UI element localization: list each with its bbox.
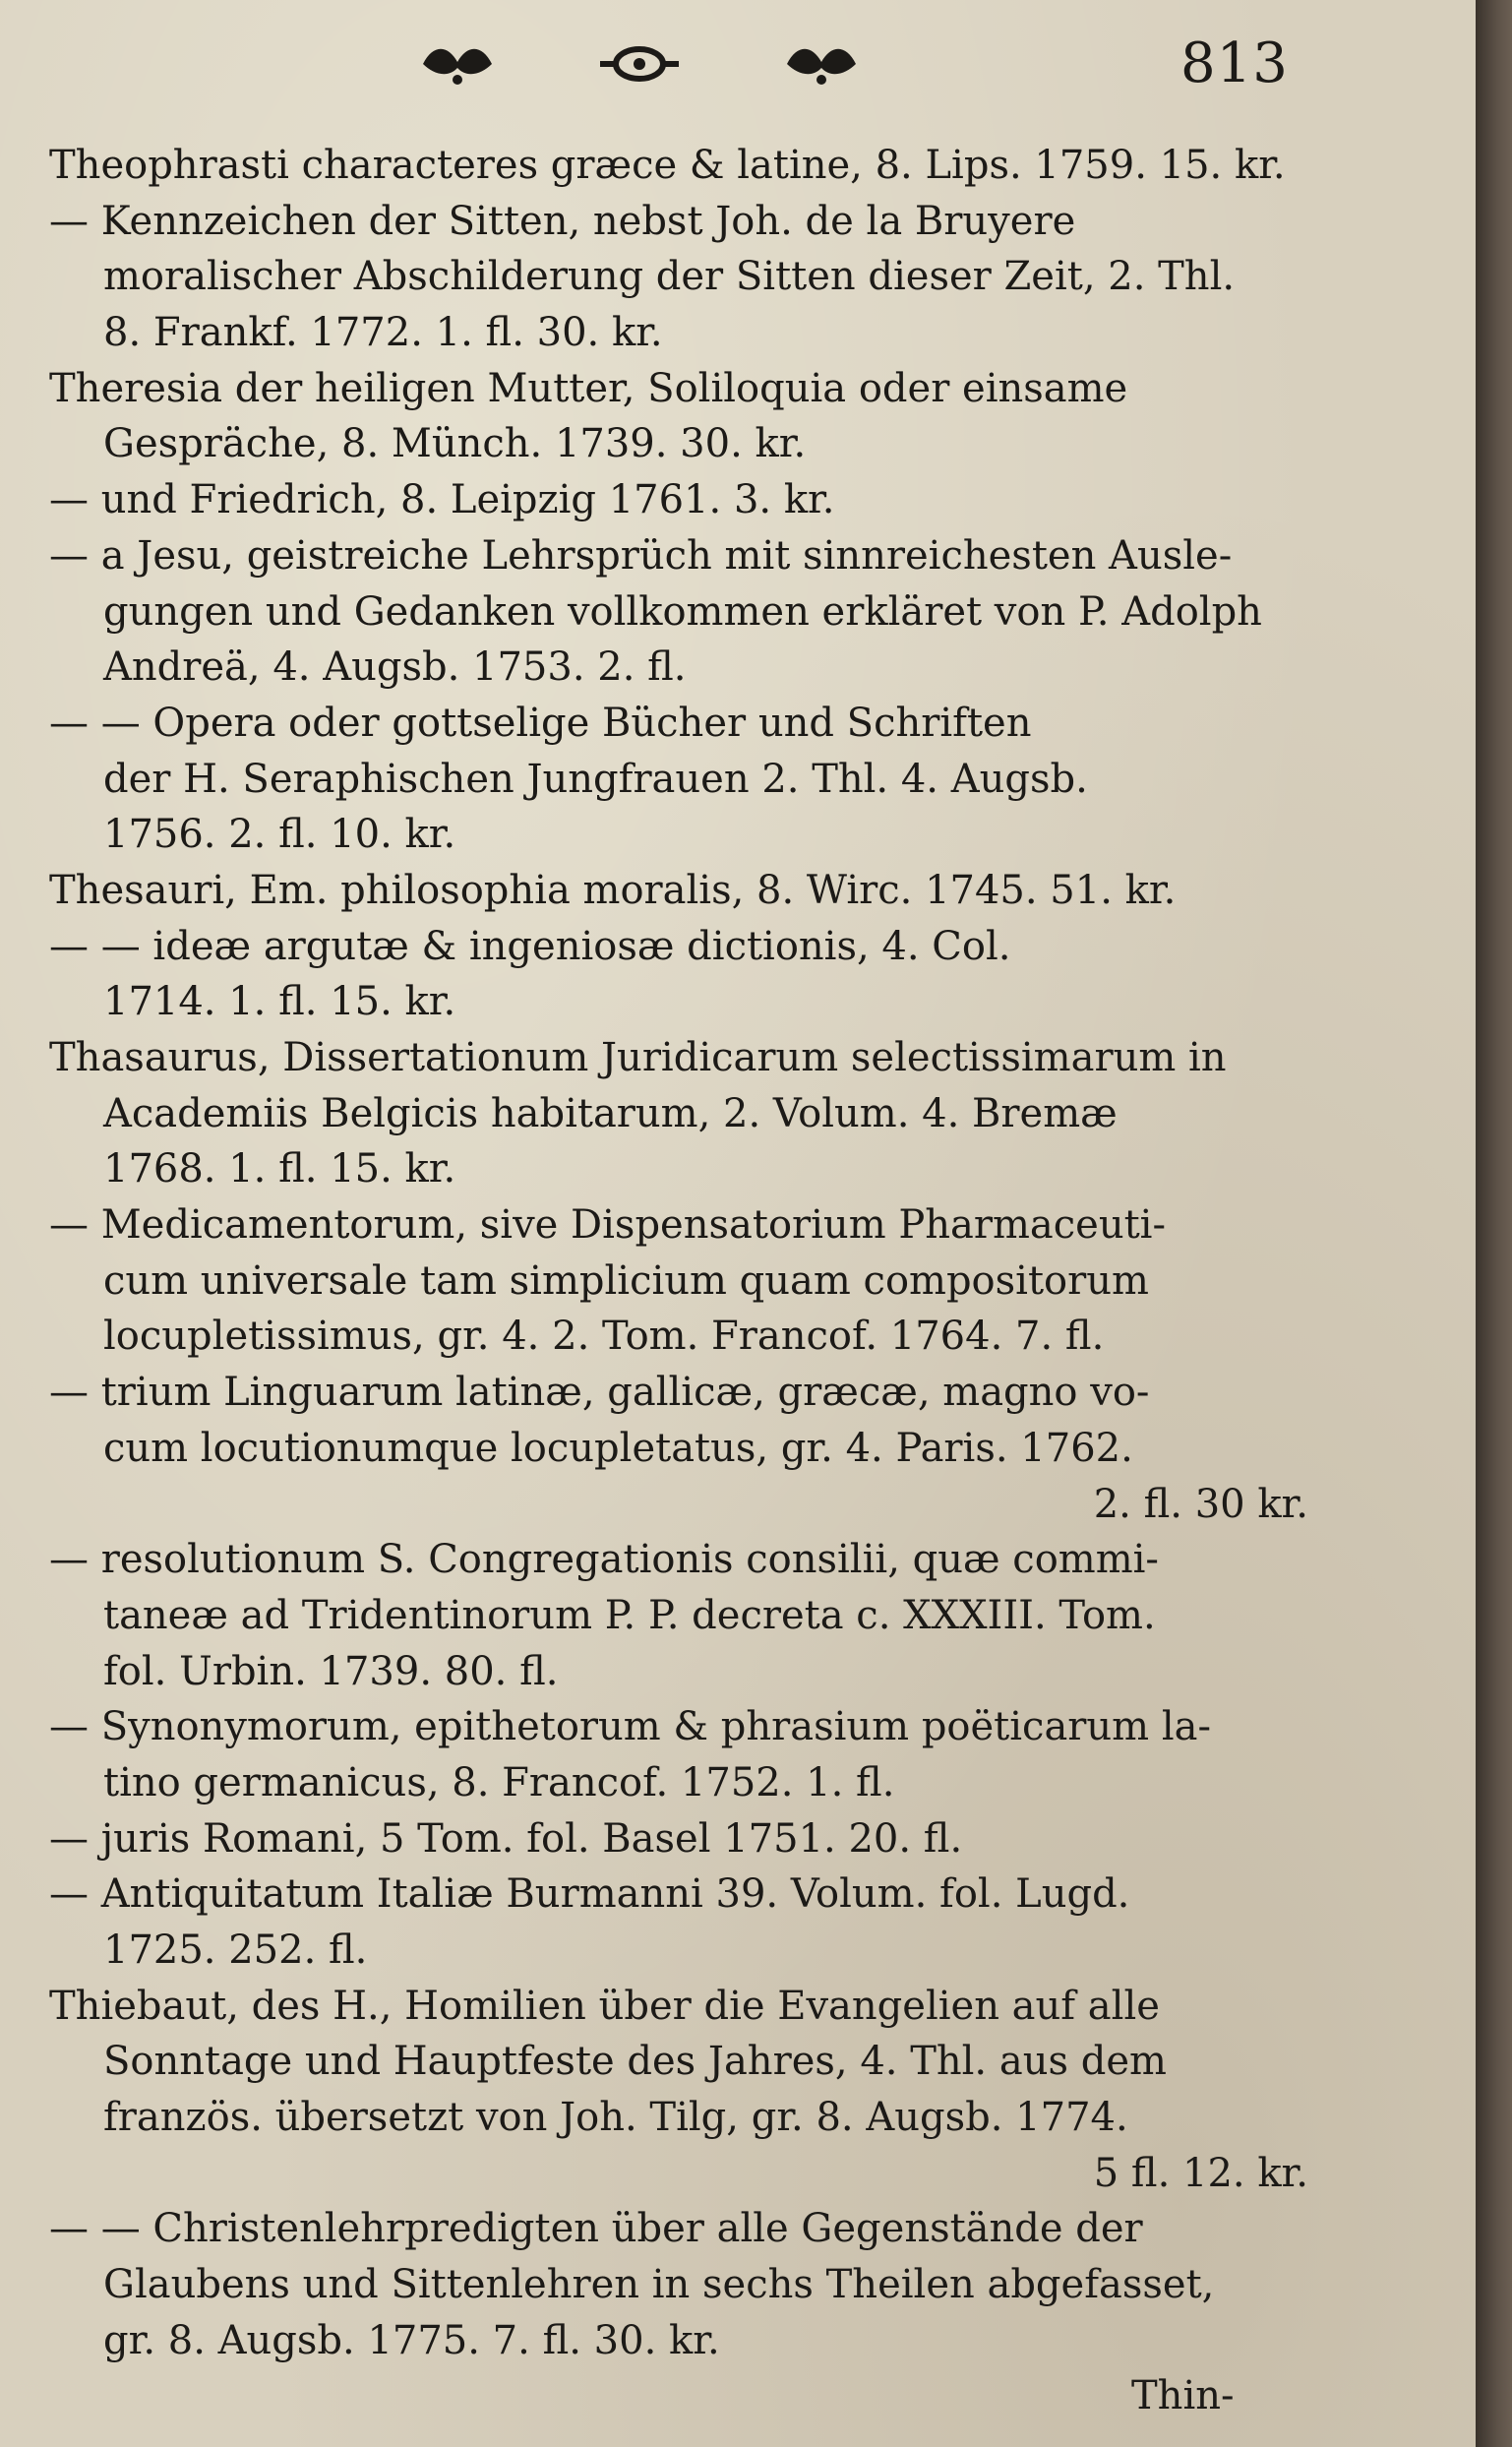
entry-line: — — ideæ argutæ & ingeniosæ dictionis, 4. Col.: [49, 923, 1011, 969]
entry-line: — juris Romani, 5 Tom. fol. Basel 1751. 20. fl.: [49, 1815, 963, 1862]
catalog-entry: [49, 863, 1328, 919]
header-ornaments: [413, 30, 866, 98]
catalog-entry: [49, 1811, 1328, 1867]
entry-line: — a Jesu, geistreiche Lehrsprüch mit sinnreichesten Ausle-: [49, 532, 1233, 579]
entry-line: — resolutionum S. Congregationis consilii, quæ commi-: [49, 1537, 1159, 1583]
entry-line: taneæ ad Tridentinorum P. P. decreta c. XXXIII. Tom.: [103, 1592, 1156, 1638]
page-header: [0, 22, 1476, 110]
catalog-entry: [49, 361, 1328, 472]
entry-line: — Synonymorum, epithetorum & phrasium poëticarum la-: [49, 1704, 1211, 1750]
entry-line: moralischer Abschilderung der Sitten dieser Zeit, 2. Thl.: [103, 254, 1236, 300]
entry-line: tino germanicus, 8. Francof. 1752. 1. fl.: [103, 1759, 895, 1805]
catchword: Thin-: [1131, 2373, 1235, 2418]
catalog-entry: [49, 528, 1328, 696]
catalog-entry: [49, 1197, 1328, 1365]
entry-line: cum universale tam simplicium quam compositorum: [103, 1257, 1149, 1304]
catalog-entry: [49, 1699, 1328, 1810]
entry-line: der H. Seraphischen Jungfrauen 2. Thl. 4. Augsb.: [103, 756, 1088, 802]
entry-line: Andreä, 4. Augsb. 1753. 2. fl.: [103, 644, 687, 691]
page-number: 813: [1180, 31, 1289, 95]
book-gutter-edge: [1476, 0, 1512, 2447]
catalog-entry: [49, 1030, 1328, 1197]
entry-line: 1714. 1. fl. 15. kr.: [103, 979, 456, 1025]
catalog-entry: [49, 1365, 1328, 1532]
entry-line: Glaubens und Sittenlehren in sechs Theilen abgefasset,: [103, 2262, 1215, 2308]
entry-line: — — Opera oder gottselige Bücher und Schriften: [49, 700, 1032, 746]
entry-line: 1725. 252. fl.: [103, 1927, 368, 1973]
entry-line: Gespräche, 8. Münch. 1739. 30. kr.: [103, 421, 807, 467]
entry-line: gungen und Gedanken vollkommen erkläret von P. Adolph: [103, 588, 1262, 635]
catalog-entry: [49, 2201, 1328, 2368]
entry-line: locupletissimus, gr. 4. 2. Tom. Francof. 1764. 7. fl.: [103, 1314, 1105, 1360]
entry-line: — Antiquitatum Italiæ Burmanni 39. Volum. fol. Lugd.: [49, 1871, 1130, 1918]
fleuron-center-icon: [595, 34, 684, 93]
entry-line: Thasaurus, Dissertationum Juridicarum selectissimarum in: [49, 1035, 1227, 1080]
entry-line: 5 fl. 12. kr.: [1093, 2150, 1308, 2196]
catalog-entry: [49, 1532, 1328, 1699]
entry-line: — trium Linguarum latinæ, gallicæ, græcæ, magno vo-: [49, 1370, 1150, 1416]
catalog-entry: [49, 138, 1328, 194]
entry-line: — Kennzeichen der Sitten, nebst Joh. de la Bruyere: [49, 198, 1076, 244]
entry-line: Thiebaut, des H., Homilien über die Evangelien auf alle: [49, 1983, 1160, 2029]
fleuron-left-icon: [413, 34, 502, 93]
entry-line: cum locutionumque locupletatus, gr. 4. Paris. 1762.: [103, 1425, 1133, 1471]
catalog-entries: [49, 138, 1328, 2369]
entry-line: — Medicamentorum, sive Dispensatorium Pharmaceuti-: [49, 1202, 1166, 1249]
entry-line: Theresia der heiligen Mutter, Soliloquia oder einsame: [49, 365, 1128, 411]
entry-line: 8. Frankf. 1772. 1. fl. 30. kr.: [103, 310, 663, 356]
catalog-entry: [49, 472, 1328, 528]
entry-line: 1756. 2. fl. 10. kr.: [103, 812, 456, 858]
entry-line: Sonntage und Hauptfeste des Jahres, 4. Thl. aus dem: [103, 2039, 1167, 2085]
entry-line: — und Friedrich, 8. Leipzig 1761. 3. kr.: [49, 477, 835, 523]
catalog-entry: [49, 919, 1328, 1030]
entry-line: 2. fl. 30 kr.: [1093, 1481, 1308, 1527]
entry-line: — — Christenlehrpredigten über alle Gegenstände der: [49, 2206, 1143, 2252]
fleuron-right-icon: [777, 34, 866, 93]
catalog-entry: [49, 696, 1328, 863]
entry-line: fol. Urbin. 1739. 80. fl.: [103, 1648, 559, 1694]
entry-line: Academiis Belgicis habitarum, 2. Volum. 4. Bremæ: [103, 1090, 1118, 1136]
catalog-entry: [49, 194, 1328, 361]
entry-line: Theophrasti characteres græce & latine, 8. Lips. 1759. 15. kr.: [49, 143, 1286, 188]
catalog-entry: [49, 1979, 1328, 2202]
entry-line: französ. übersetzt von Joh. Tilg, gr. 8. Augsb. 1774.: [103, 2095, 1128, 2141]
entry-line: gr. 8. Augsb. 1775. 7. fl. 30. kr.: [103, 2317, 720, 2363]
entry-line: 1768. 1. fl. 15. kr.: [103, 1146, 456, 1193]
catalog-entry: [49, 1866, 1328, 1978]
entry-line: Thesauri, Em. philosophia moralis, 8. Wirc. 1745. 51. kr.: [49, 867, 1177, 913]
